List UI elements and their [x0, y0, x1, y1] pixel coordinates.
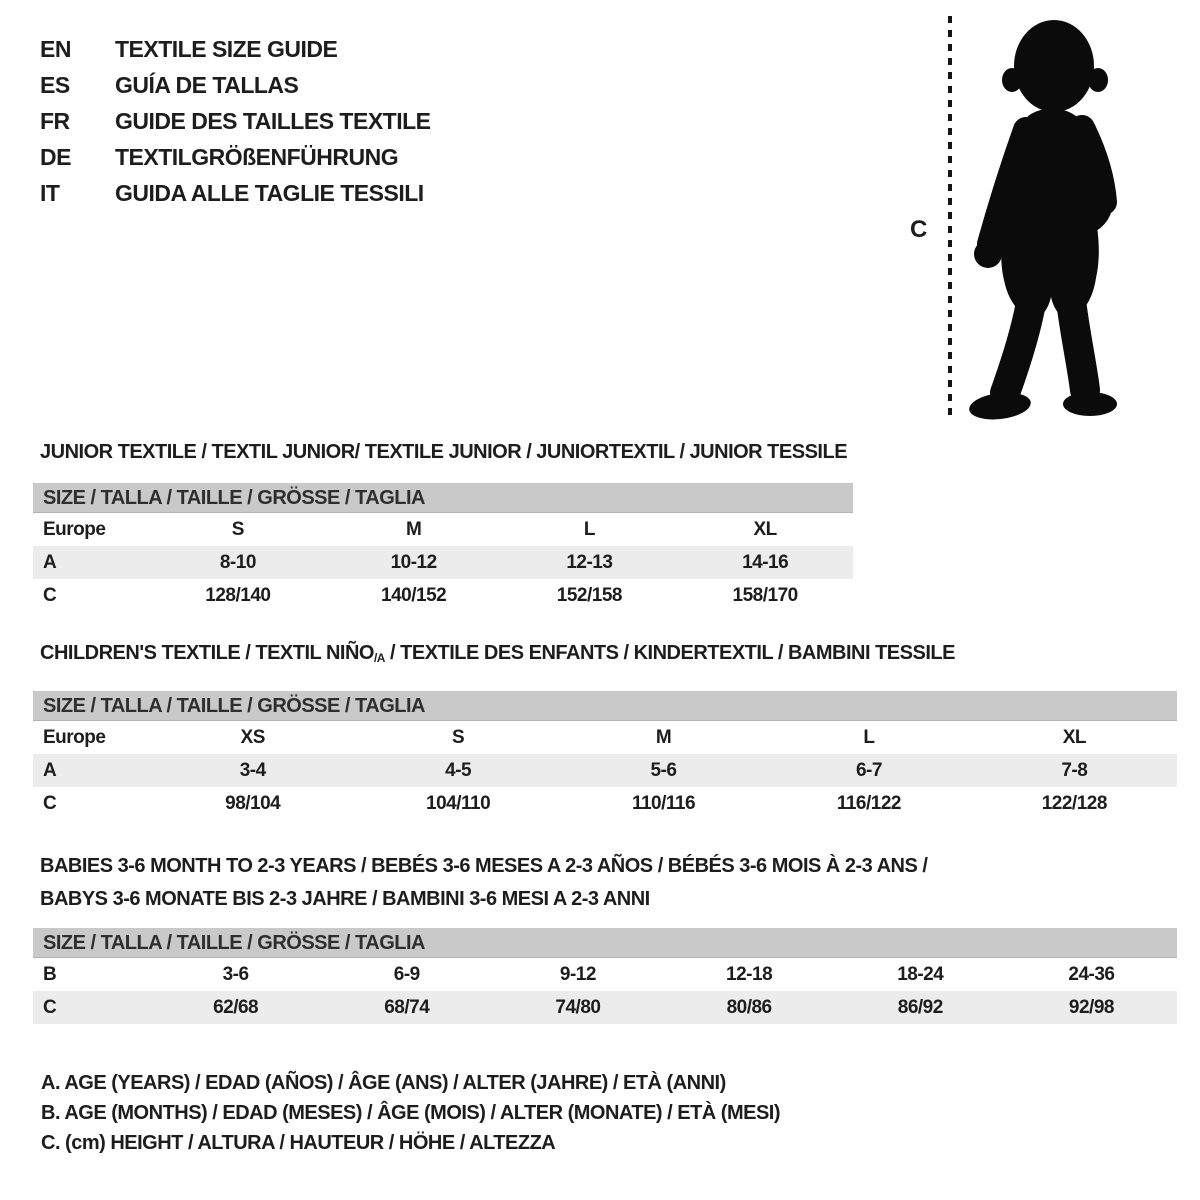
row-age-years	[33, 546, 853, 579]
legend-age-months: B. AGE (MONTHS) / EDAD (MESES) / ÂGE (MOIS) / ALTER (MONATE) / ETÀ (MESI)	[41, 1101, 781, 1124]
babies-size-table	[33, 928, 1177, 1024]
size-value-cell: 6-9	[393, 963, 420, 985]
size-value-cell: L	[863, 726, 875, 748]
size-value-cell: 128/140	[205, 584, 271, 606]
row-label: Europe	[43, 518, 106, 540]
size-value-cell: 68/74	[384, 996, 430, 1018]
size-value-cell: 80/86	[726, 996, 772, 1018]
size-value-cell: 14-16	[742, 551, 789, 573]
size-value-cell: 110/116	[631, 792, 696, 814]
row-label: B	[43, 963, 57, 985]
language-title: GUÍA DE TALLAS	[115, 71, 299, 98]
row-label: C	[43, 792, 57, 814]
language-title-block	[40, 31, 431, 211]
language-code: FR	[40, 107, 70, 134]
legend-age-years: A. AGE (YEARS) / EDAD (AÑOS) / ÂGE (ANS) / ALTER (JAHRE) / ETÀ (ANNI)	[41, 1071, 726, 1094]
size-value-cell: 24-36	[1068, 963, 1115, 985]
row-label: A	[43, 551, 57, 573]
row-europe	[33, 721, 1177, 754]
row-age-months	[33, 958, 1177, 991]
size-header-bar: SIZE / TALLA / TAILLE / GRÖSSE / TAGLIA	[33, 483, 853, 513]
size-value-cell: 18-24	[897, 963, 944, 985]
babies-section-title-line2: BABYS 3-6 MONATE BIS 2-3 JAHRE / BAMBINI 3-6 MESI A 2-3 ANNI	[40, 888, 650, 910]
language-row-es	[40, 67, 431, 103]
size-value-cell: 8-10	[219, 551, 256, 573]
size-value-cell: 86/92	[897, 996, 943, 1018]
size-value-cell: 12-13	[566, 551, 613, 573]
size-value-cell: XS	[240, 726, 265, 748]
language-title: GUIDA ALLE TAGLIE TESSILI	[115, 179, 424, 206]
size-value-cell: M	[655, 726, 672, 748]
row-label: A	[43, 759, 57, 781]
size-value-cell: 140/152	[381, 584, 447, 606]
size-value-cell: 152/158	[556, 584, 622, 606]
row-height-cm	[33, 579, 853, 612]
language-row-fr	[40, 103, 431, 139]
measurement-legend	[41, 1068, 780, 1158]
size-value-cell: 9-12	[559, 963, 596, 985]
language-row-de	[40, 139, 431, 175]
language-code: IT	[40, 179, 60, 206]
size-value-cell: XL	[753, 518, 777, 540]
legend-height-cm: C. (cm) HEIGHT / ALTURA / HAUTEUR / HÖHE / ALTEZZA	[41, 1131, 556, 1154]
height-measure-label: C	[910, 216, 927, 243]
baby-silhouette-icon	[962, 16, 1138, 422]
children-size-table	[33, 691, 1177, 820]
size-value-cell: 6-7	[855, 759, 882, 781]
row-height-cm	[33, 991, 1177, 1024]
size-value-cell: S	[452, 726, 465, 748]
junior-size-table	[33, 483, 853, 612]
children-title-text: / TEXTILE DES ENFANTS / KINDERTEXTIL / BAMBINI TESSILE	[384, 642, 955, 664]
size-value-cell: 122/128	[1041, 792, 1107, 814]
size-value-cell: S	[231, 518, 244, 540]
row-label: C	[43, 996, 57, 1018]
language-row-en	[40, 31, 431, 67]
row-label: Europe	[43, 726, 106, 748]
children-title-subscript: /A	[373, 651, 385, 665]
language-title: GUIDE DES TAILLES TEXTILE	[115, 107, 431, 134]
size-value-cell: 74/80	[555, 996, 601, 1018]
junior-section-title: JUNIOR TEXTILE / TEXTIL JUNIOR/ TEXTILE JUNIOR / JUNIORTEXTIL / JUNIOR TESSILE	[40, 441, 848, 463]
size-value-cell: 98/104	[225, 792, 281, 814]
size-value-cell: 3-4	[239, 759, 266, 781]
size-value-cell: 104/110	[426, 792, 491, 814]
size-value-cell: 158/170	[732, 584, 798, 606]
children-section-title	[40, 642, 955, 665]
size-value-cell: 5-6	[650, 759, 677, 781]
language-code: ES	[40, 71, 70, 98]
row-label: C	[43, 584, 57, 606]
size-value-cell: M	[405, 518, 422, 540]
size-value-cell: 4-5	[445, 759, 472, 781]
language-title: TEXTILE SIZE GUIDE	[115, 35, 338, 62]
height-measure-dashed-line	[948, 16, 952, 418]
row-height-cm	[33, 787, 1177, 820]
size-header-bar: SIZE / TALLA / TAILLE / GRÖSSE / TAGLIA	[33, 691, 1177, 721]
row-age-years	[33, 754, 1177, 787]
size-value-cell: 12-18	[726, 963, 773, 985]
measurement-figure	[880, 0, 1200, 440]
size-value-cell: L	[583, 518, 595, 540]
size-value-cell: 62/68	[213, 996, 259, 1018]
language-code: EN	[40, 35, 71, 62]
language-code: DE	[40, 143, 71, 170]
language-title: TEXTILGRÖßENFÜHRUNG	[115, 143, 399, 170]
language-row-it	[40, 175, 431, 211]
size-value-cell: 116/122	[836, 792, 901, 814]
size-value-cell: XL	[1062, 726, 1086, 748]
row-europe	[33, 513, 853, 546]
size-value-cell: 3-6	[222, 963, 249, 985]
size-value-cell: 92/98	[1068, 996, 1114, 1018]
size-header-bar: SIZE / TALLA / TAILLE / GRÖSSE / TAGLIA	[33, 928, 1177, 958]
children-title-text: CHILDREN'S TEXTILE / TEXTIL NIÑO	[40, 642, 374, 664]
babies-section-title-line1: BABIES 3-6 MONTH TO 2-3 YEARS / BEBÉS 3-6 MESES A 2-3 AÑOS / BÉBÉS 3-6 MOIS À 2-3 ANS /	[40, 855, 928, 877]
size-value-cell: 10-12	[390, 551, 437, 573]
size-value-cell: 7-8	[1061, 759, 1088, 781]
